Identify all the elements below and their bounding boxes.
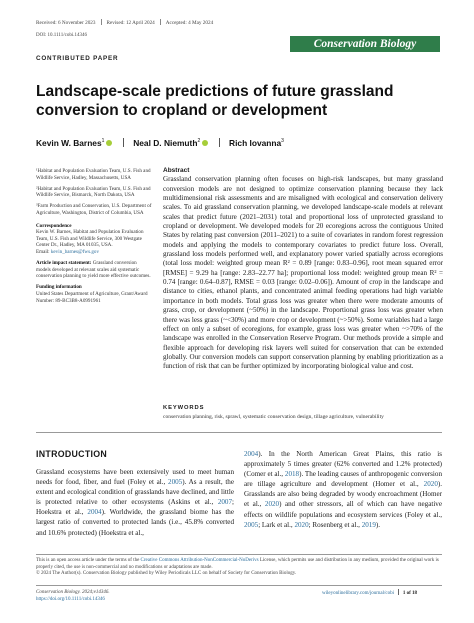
- citation-link[interactable]: 2004: [244, 450, 259, 458]
- introduction-heading: INTRODUCTION: [36, 449, 108, 459]
- divider: [160, 19, 161, 25]
- introduction-right-column: [244, 449, 442, 530]
- citation-link[interactable]: 2020: [423, 480, 438, 489]
- author-name[interactable]: Neal D. Niemuth: [133, 138, 198, 148]
- affiliation: ³Farm Production and Conservation, U.S. Department of Agriculture, Washington, District of Columbia, USA: [36, 203, 152, 216]
- doi-link[interactable]: https://doi.org/10.1111/cobi.14346: [36, 597, 105, 602]
- article-info-column: [36, 168, 152, 309]
- journal-site-link[interactable]: wileyonlinelibrary.com/journal/cobi: [322, 591, 395, 596]
- orcid-icon[interactable]: [106, 140, 112, 146]
- author-affiliation-mark: 2: [197, 138, 201, 145]
- citation-link[interactable]: 2020: [264, 500, 280, 509]
- citation-link[interactable]: 2007: [217, 498, 233, 507]
- article-dates: [36, 19, 213, 26]
- footnote-divider: [36, 554, 442, 555]
- email-label: Email:: [36, 248, 50, 255]
- keywords-heading: KEYWORDS: [163, 405, 205, 411]
- journal-citation: Conservation Biology. 2024;e14346.: [36, 590, 110, 595]
- body-text: ; Lark et al.,: [258, 520, 295, 529]
- article-type: CONTRIBUTED PAPER: [36, 55, 119, 62]
- license-text: This is an open access article under the terms of the: [36, 558, 141, 563]
- citation-link[interactable]: 2019: [361, 520, 376, 529]
- divider: [219, 138, 220, 147]
- divider: [398, 589, 399, 595]
- body-text: ). In the North American Great Plains, this ratio is approximately 5 times greater (62% converted and 1.2% protected) (Comer et al.,: [244, 450, 442, 479]
- author-list: [36, 138, 284, 148]
- footer-divider: [36, 585, 442, 586]
- funding-block: [36, 284, 152, 304]
- citation-link[interactable]: 2005: [244, 520, 259, 529]
- body-text: ). As a result, the extent and ecological condition of grasslands have declined, and little is protected relative to other ecosystems (Askins et al.,: [36, 478, 234, 507]
- accepted-date: Accepted: 4 May 2024: [165, 20, 214, 26]
- correspondence-heading: Correspondence: [36, 222, 72, 229]
- author-affiliation-mark: 3: [281, 138, 284, 145]
- body-text: ). The leading causes of anthropogenic conversion are tillage agriculture and development (Homer et al.,: [244, 470, 442, 489]
- citation-link[interactable]: 2020: [294, 520, 309, 529]
- correspondence-block: [36, 223, 152, 256]
- article-title: Landscape-scale predictions of future grassland conversion to cropland or development: [36, 83, 394, 119]
- journal-logo[interactable]: Conservation Biology: [290, 36, 440, 52]
- body-text: ; Hoekstra et al.,: [36, 498, 234, 517]
- impact-heading: Article impact statement:: [36, 260, 92, 267]
- revised-date: Revised: 12 April 2024: [106, 20, 155, 26]
- footer-site: [322, 589, 417, 596]
- license-footnote: [36, 558, 442, 578]
- abstract-text: Grassland conservation planning often focuses on high-risk landscapes, but many grassland conversion models are not designed to optimize conservation planning because they lack multidimensional risk assessments and are misaligned with ecological and conservation delivery scales. To aid grassland conservation planning, we developed landscape-scale models at relevant scales that predict future (2021–2031) total and proportional loss of unprotected grassland to cropland or development. We developed models for 20 ecoregions across the contiguous United States by relating past conversion (2011–2021) to a suite of covariates in random forest regression models and applying the models to contemporary covariates to predict future loss. Overall, grassland loss models performed well, and explanatory power varied spatially across ecoregions (total loss model: weighted group mean R² = 0.89 [range: 0.83–0.96], root mean squared error [RMSE] = 9.29 ha [range: 2.83–22.77 ha]; proportional loss model: weighted group mean R² = 0.74 [range: 0.64–0.87], RMSE = 0.03 [range: 0.02–0.06]). Amount of crop in the landscape and distance to cities, ethanol plants, and concentrated animal feeding operations had high variable importance in both models. Total grass loss was greater when there were moderate amounts of grass, crop, or development (~50%) in the landscape. Proportional grass loss was greater when there was less grass (~<30%) and more crop or development (~>50%). Some variables had a large effect on only a subset of ecoregions, for example, grass loss was greater when ~>70% of the landscape was enrolled in the Conservation Reserve Program. Our methods provide a simple and flexible approach for developing risk layers well suited for conservation that can be extended globally. Our conversion models can support conservation planning by enabling prioritization as a function of risk that can be further optimized by incorporating biological value and cost.: [163, 175, 443, 371]
- body-text: ). Worldwide, the grassland biome has the largest ratio of converted to protected lands (i.e., 45.8% converted and 10.6% protected) (Hoekstra et al.,: [36, 508, 234, 537]
- author-name[interactable]: Kevin W. Barnes: [36, 138, 102, 148]
- license-link[interactable]: Creative Commons Attribution-NonCommercial-NoDerivs: [140, 558, 259, 563]
- author-name[interactable]: Rich Iovanna: [229, 138, 282, 148]
- author-affiliation-mark: 1: [101, 138, 105, 145]
- received-date: Received: 6 November 2023: [36, 20, 96, 26]
- affiliation: ¹Habitat and Population Evaluation Team, U.S. Fish and Wildlife Service, Hadley, Massachusetts, USA: [36, 168, 151, 181]
- citation-link[interactable]: 2005: [168, 478, 183, 487]
- funding-text: United States Department of Agriculture, Grant/Award Number: 89-BC3B8-A0991961: [36, 290, 148, 304]
- body-text: ). Grasslands are also being degraded by woody encroachment (Homer et al.,: [244, 480, 442, 509]
- body-text: Grassland ecosystems have been extensively used to meet human needs for food, fiber, and fuel (Foley et al.,: [36, 468, 234, 487]
- footer-citation: [36, 589, 110, 603]
- license-text: License, which permits use and distribution in any medium, provided the original work is properly cited, the use is non-commercial and no modifications or adaptations are made.: [36, 558, 439, 570]
- correspondence-text: Kevin W. Barnes, Habitat and Population Evaluation Team, U.S. Fish and Wildlife Service, 300 Westgate Center Dr., Hadley, MA 01035, USA.: [36, 229, 144, 249]
- body-text: ; Rosenberg et al.,: [308, 520, 362, 529]
- divider: [123, 138, 124, 147]
- abstract-heading: Abstract: [163, 167, 190, 174]
- section-divider: [36, 432, 442, 433]
- divider: [101, 19, 102, 25]
- impact-statement: [36, 260, 152, 280]
- introduction-left-column: [36, 467, 234, 538]
- body-text: ) and other stressors, all of which can have negative effects on wildlife populations and ecosystem services (Foley et al.,: [244, 500, 442, 519]
- body-text: ).: [375, 520, 381, 529]
- affiliation: ²Habitat and Population Evaluation Team, U.S. Fish and Wildlife Service, Bismarck, North Dakota, USA: [36, 185, 151, 199]
- funding-heading: Funding information: [36, 284, 82, 291]
- copyright-text: © 2024 The Author(s). Conservation Biology published by Wiley Periodicals LLC on behalf of Society for Conservation Biology.: [36, 571, 297, 576]
- keywords-text: conservation planning, risk, sprawl, systematic conservation design, tillage agriculture, vulnerability: [163, 414, 384, 420]
- citation-link[interactable]: 2004: [87, 508, 102, 517]
- email-link[interactable]: kevin_barnes@fws.gov: [50, 248, 99, 255]
- citation-link[interactable]: 2018: [284, 470, 300, 479]
- page-number: 1 of 18: [402, 591, 417, 596]
- orcid-icon[interactable]: [202, 140, 208, 146]
- impact-text: Grassland conversion models developed at relevant scales aid systematic conservation planning to yield more effective outcomes.: [36, 260, 151, 280]
- abstract: [163, 166, 443, 372]
- doi[interactable]: DOI: 10.1111/cobi.14346: [36, 33, 87, 38]
